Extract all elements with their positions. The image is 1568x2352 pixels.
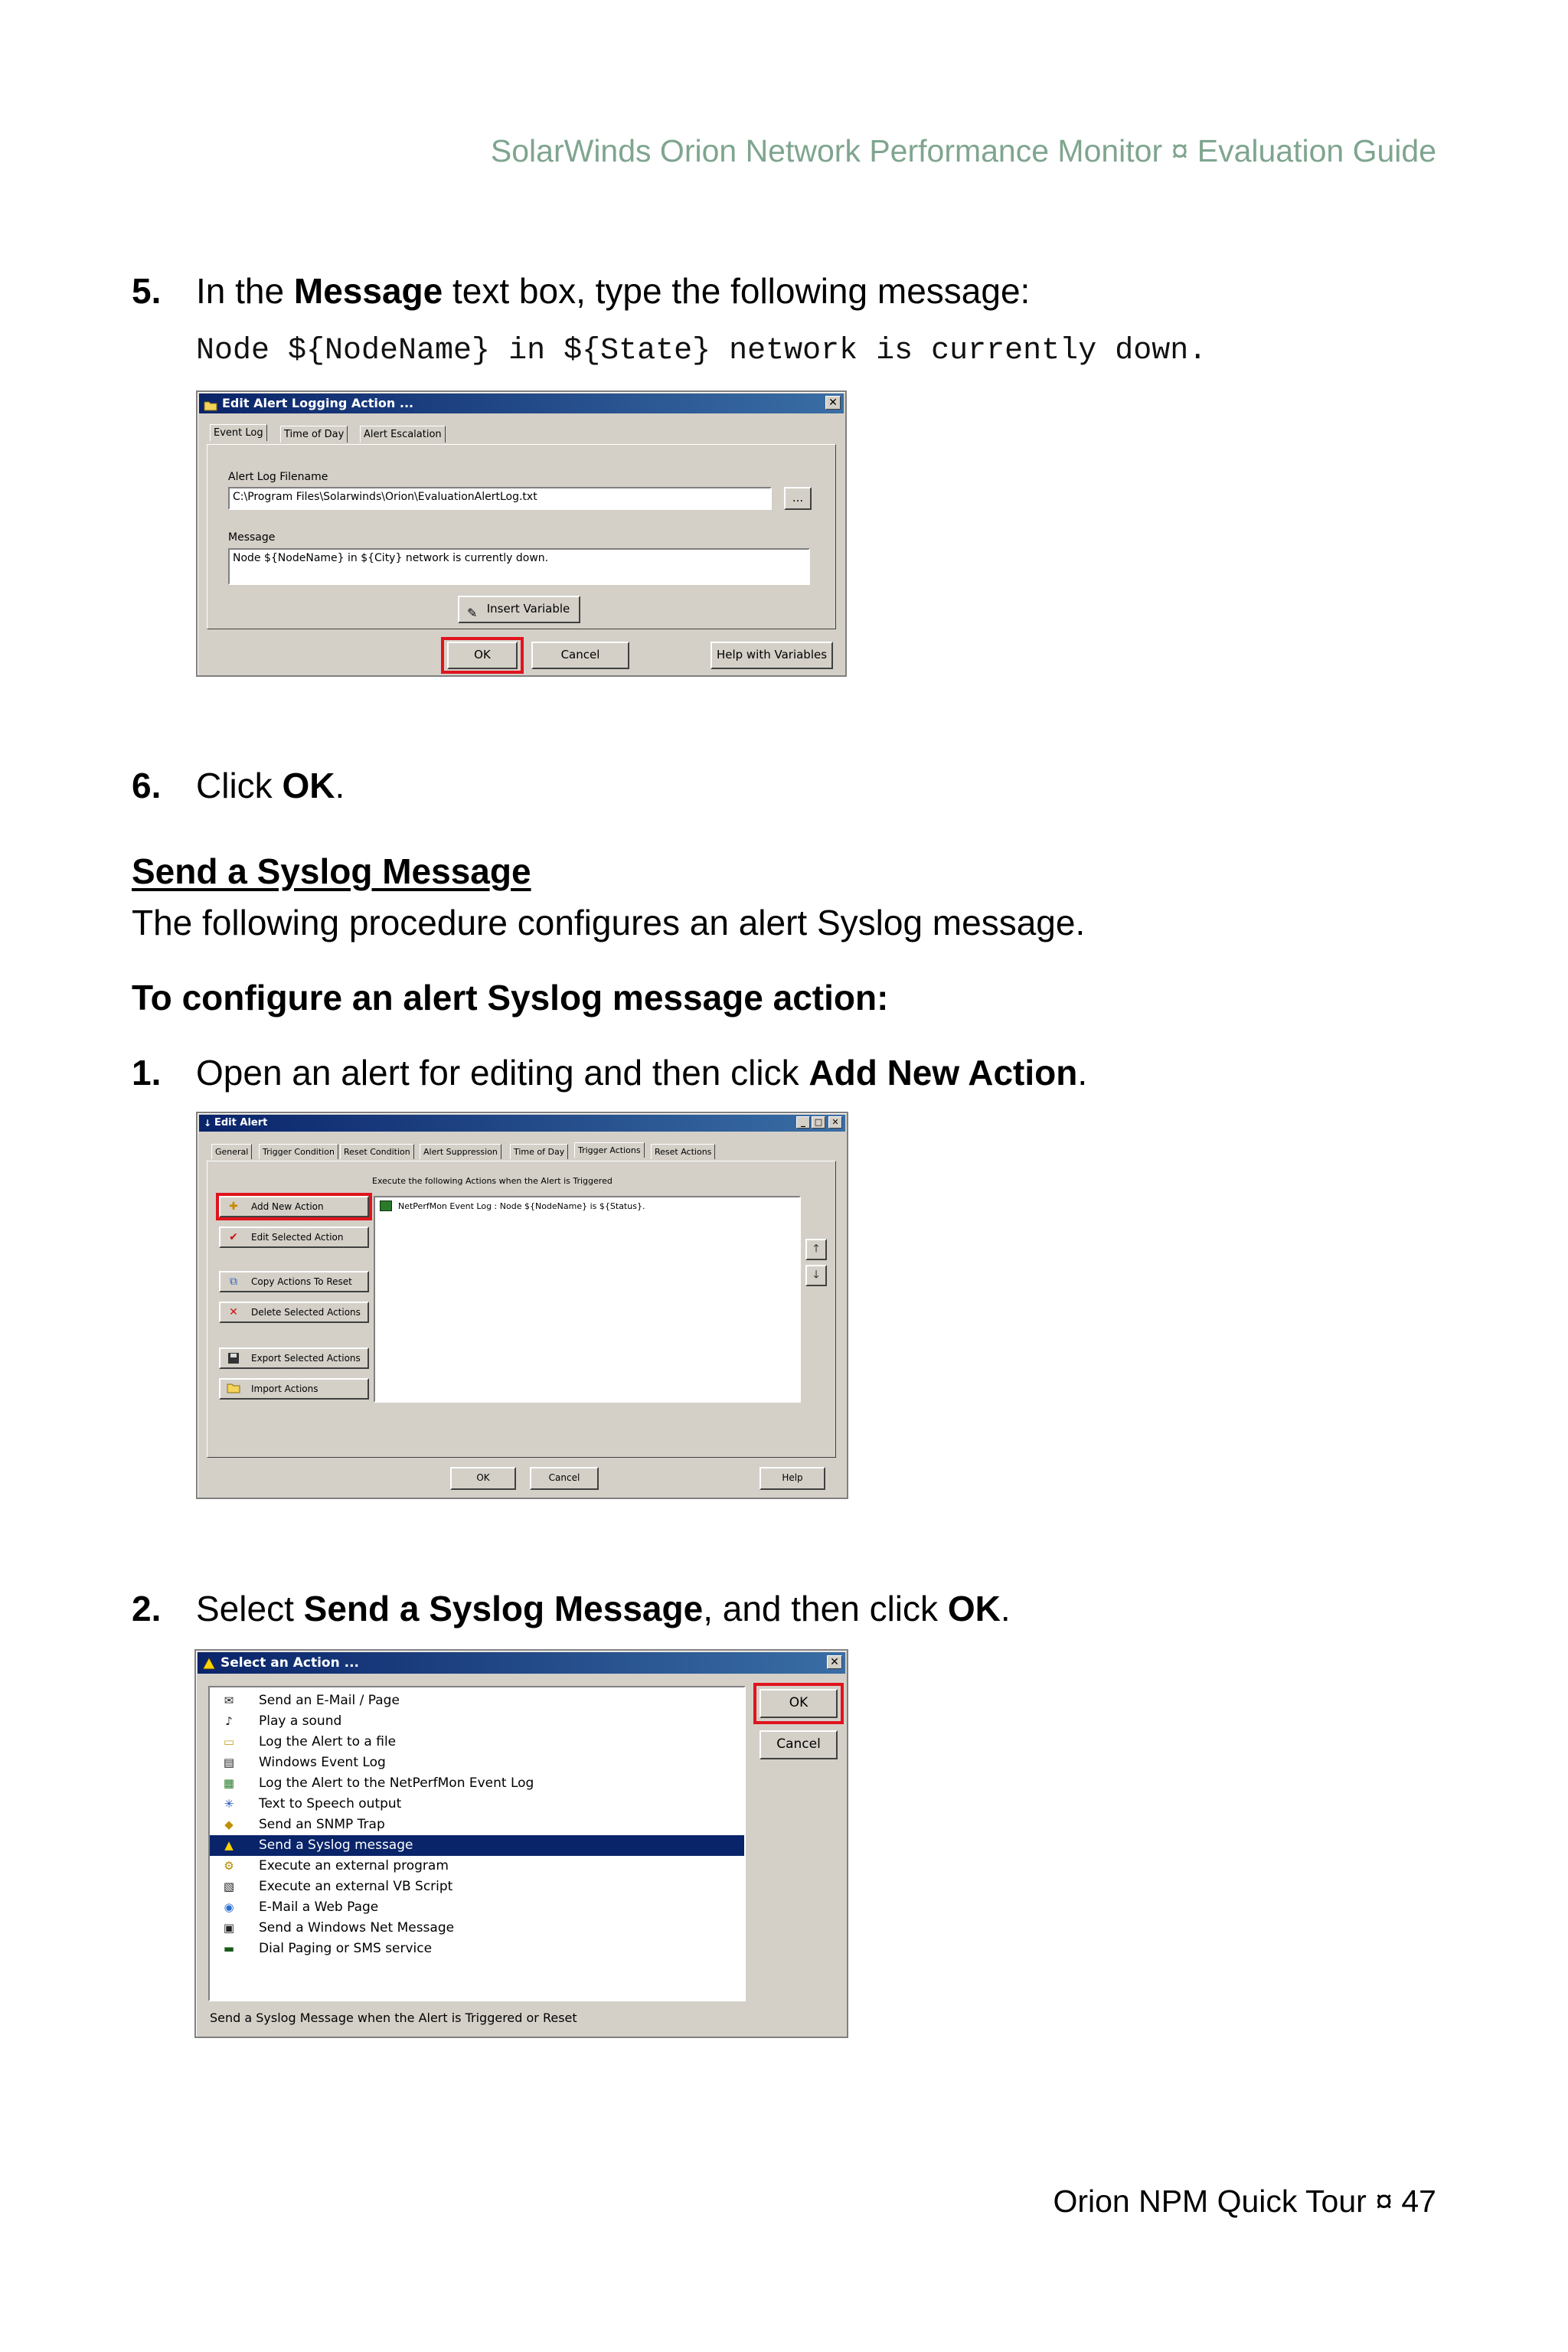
list-item-label: Send a Windows Net Message — [259, 1920, 455, 1936]
list-item[interactable] — [210, 1856, 744, 1877]
list-item-label: E-Mail a Web Page — [259, 1900, 379, 1915]
event-log-icon: ▤ — [223, 1756, 235, 1769]
section-intro: The following procedure configures an alert Syslog message. — [132, 903, 1086, 942]
list-item-label: Log the Alert to the NetPerfMon Event Log — [259, 1775, 534, 1791]
message-label: Message — [228, 531, 276, 544]
envelope-icon: ✉ — [224, 1694, 234, 1707]
page-header: SolarWinds Orion Network Performance Monitor ¤ Evaluation Guide — [490, 133, 1436, 168]
select-action-dialog — [194, 1649, 848, 2038]
tab-trigger-condition[interactable]: Trigger Condition — [259, 1144, 338, 1159]
arrow-down-icon[interactable]: 🡓 — [805, 1265, 827, 1286]
list-item-label: Send an SNMP Trap — [259, 1817, 385, 1832]
button-label: Import Actions — [251, 1383, 318, 1394]
filename-label: Alert Log Filename — [228, 471, 328, 483]
insert-variable-button[interactable] — [458, 596, 580, 623]
tab-reset-actions[interactable]: Reset Actions — [651, 1144, 715, 1159]
music-note-icon: ♪ — [225, 1714, 233, 1728]
button-label: Delete Selected Actions — [251, 1307, 361, 1318]
list-item[interactable] — [210, 1794, 744, 1815]
list-item[interactable] — [210, 1918, 744, 1939]
script-icon: ▧ — [223, 1880, 235, 1893]
dialog-titlebar — [198, 1652, 845, 1674]
tab-trigger-actions[interactable]: Trigger Actions — [574, 1142, 645, 1158]
netperfmon-icon: ▦ — [223, 1776, 235, 1790]
instruction-label: Execute the following Actions when the Alert is Triggered — [372, 1176, 612, 1186]
list-item-label: Dial Paging or SMS service — [259, 1941, 433, 1956]
list-item[interactable] — [210, 1753, 744, 1773]
tab-alert-suppression[interactable]: Alert Suppression — [420, 1144, 501, 1159]
app-icon: ↓ — [204, 1118, 212, 1129]
folder-icon — [227, 1383, 240, 1395]
list-item[interactable] — [210, 1773, 744, 1794]
status-text: Send a Syslog Message when the Alert is Triggered or Reset — [210, 2011, 577, 2025]
cancel-button[interactable]: Cancel — [531, 642, 629, 669]
procedure-title: To configure an alert Syslog message action: — [132, 978, 889, 1018]
list-item[interactable] — [210, 1732, 744, 1753]
tab-time-of-day[interactable]: Time of Day — [510, 1144, 568, 1159]
edit-selected-action-button[interactable] — [219, 1227, 369, 1248]
help-with-variables-button[interactable]: Help with Variables — [710, 642, 833, 669]
folder-icon — [204, 397, 217, 409]
warning-icon: ▲ — [224, 1838, 234, 1852]
browse-button[interactable]: ... — [784, 487, 812, 510]
step-number: 2. — [132, 1589, 162, 1628]
step-number: 6. — [132, 766, 162, 805]
button-label: Edit Selected Action — [251, 1232, 344, 1243]
dialog-titlebar — [199, 1115, 845, 1132]
step-instruction: Select Send a Syslog Message, and then click OK. — [196, 1589, 1011, 1628]
list-item-label: Text to Speech output — [259, 1796, 402, 1811]
list-item-label: Log the Alert to a file — [259, 1734, 397, 1749]
close-icon[interactable]: ✕ — [828, 1116, 842, 1129]
section-title: Send a Syslog Message — [132, 851, 531, 891]
step-number: 5. — [132, 271, 162, 311]
maximize-icon[interactable]: □ — [812, 1116, 825, 1129]
tab-event-log[interactable]: Event Log — [210, 424, 267, 441]
cancel-button[interactable]: Cancel — [530, 1467, 599, 1490]
list-item[interactable] — [210, 1939, 744, 1959]
list-item-label: Execute an external program — [259, 1858, 449, 1873]
button-label: Add New Action — [251, 1201, 324, 1212]
help-button[interactable]: Help — [760, 1467, 825, 1490]
net-message-icon: ▣ — [223, 1921, 235, 1935]
dialog-title: Select an Action ... — [220, 1655, 360, 1671]
step-number: 1. — [132, 1053, 162, 1093]
pager-icon: ▬ — [223, 1942, 235, 1955]
edit-alert-dialog — [196, 1112, 848, 1499]
gear-icon: ⚙ — [224, 1859, 234, 1873]
ok-button[interactable]: OK — [760, 1689, 838, 1718]
button-label: Copy Actions To Reset — [251, 1276, 352, 1287]
insert-variable-icon: ✎ — [467, 606, 478, 620]
dialog-title: Edit Alert Logging Action ... — [222, 396, 414, 410]
cancel-button[interactable]: Cancel — [760, 1730, 838, 1759]
list-item[interactable] — [210, 1877, 744, 1897]
check-icon: ✔ — [229, 1231, 238, 1243]
step-instruction: In the Message text box, type the following message: — [196, 271, 1031, 311]
page-footer: Orion NPM Quick Tour ¤ 47 — [1053, 2184, 1436, 2219]
plus-icon: ✚ — [229, 1200, 238, 1213]
tab-time-of-day[interactable]: Time of Day — [280, 426, 348, 443]
step-instruction: Open an alert for editing and then click Add New Action. — [196, 1053, 1088, 1093]
list-item[interactable] — [210, 1815, 744, 1835]
dialog-titlebar — [199, 394, 844, 413]
edit-alert-logging-dialog — [196, 390, 847, 677]
list-item[interactable] — [210, 1690, 744, 1711]
ok-button[interactable]: OK — [447, 642, 518, 669]
copy-icon: ⧉ — [230, 1276, 237, 1288]
dialog-title: Edit Alert — [214, 1117, 268, 1129]
highlight-box — [216, 1193, 372, 1220]
highlight-box — [753, 1683, 844, 1724]
netperfmon-icon — [380, 1200, 392, 1211]
globe-icon: ◉ — [224, 1900, 234, 1914]
message-field[interactable]: Node ${NodeName} in ${City} network is currently down. — [228, 548, 810, 585]
close-icon[interactable]: ✕ — [825, 396, 841, 410]
delete-selected-actions-button[interactable] — [219, 1302, 369, 1323]
list-item[interactable] — [378, 1200, 796, 1215]
speech-icon: ✳ — [224, 1797, 234, 1811]
save-icon — [227, 1352, 240, 1364]
list-item[interactable] — [210, 1835, 744, 1856]
action-list[interactable] — [208, 1686, 746, 2001]
import-actions-button[interactable] — [219, 1378, 369, 1400]
tab-reset-condition[interactable]: Reset Condition — [340, 1144, 414, 1159]
list-item-label: Send a Syslog message — [259, 1838, 413, 1853]
step-instruction: Click OK. — [196, 766, 345, 805]
list-item[interactable] — [210, 1711, 744, 1732]
folder-icon: ▭ — [223, 1735, 235, 1749]
code-sample: Node ${NodeName} in ${State} network is currently down. — [196, 334, 1207, 368]
list-item-label: Execute an external VB Script — [259, 1879, 453, 1894]
list-item[interactable] — [210, 1897, 744, 1918]
highlight-box — [441, 637, 524, 674]
list-item-label: NetPerfMon Event Log : Node ${NodeName} is ${Status}. — [398, 1201, 645, 1211]
trap-icon: ◆ — [224, 1818, 234, 1831]
button-label: Export Selected Actions — [251, 1353, 361, 1364]
tab-alert-escalation[interactable]: Alert Escalation — [360, 426, 446, 443]
ok-button[interactable]: OK — [450, 1467, 516, 1490]
actions-list[interactable] — [374, 1196, 801, 1403]
list-item-label: Send an E-Mail / Page — [259, 1693, 400, 1708]
export-selected-actions-button[interactable] — [219, 1348, 369, 1369]
list-item-label: Play a sound — [259, 1713, 342, 1729]
copy-actions-to-reset-button[interactable] — [219, 1271, 369, 1292]
delete-icon: ✕ — [229, 1306, 238, 1318]
warning-icon — [202, 1655, 216, 1667]
tab-general[interactable]: General — [211, 1144, 252, 1159]
close-icon[interactable]: ✕ — [827, 1655, 842, 1669]
arrow-up-icon[interactable]: 🡑 — [805, 1239, 827, 1260]
minimize-icon[interactable]: _ — [796, 1116, 810, 1129]
insert-variable-label: Insert Variable — [486, 602, 570, 616]
list-item-label: Windows Event Log — [259, 1755, 386, 1770]
filename-field[interactable]: C:\Program Files\Solarwinds\Orion\EvaluationAlertLog.txt — [228, 487, 772, 510]
